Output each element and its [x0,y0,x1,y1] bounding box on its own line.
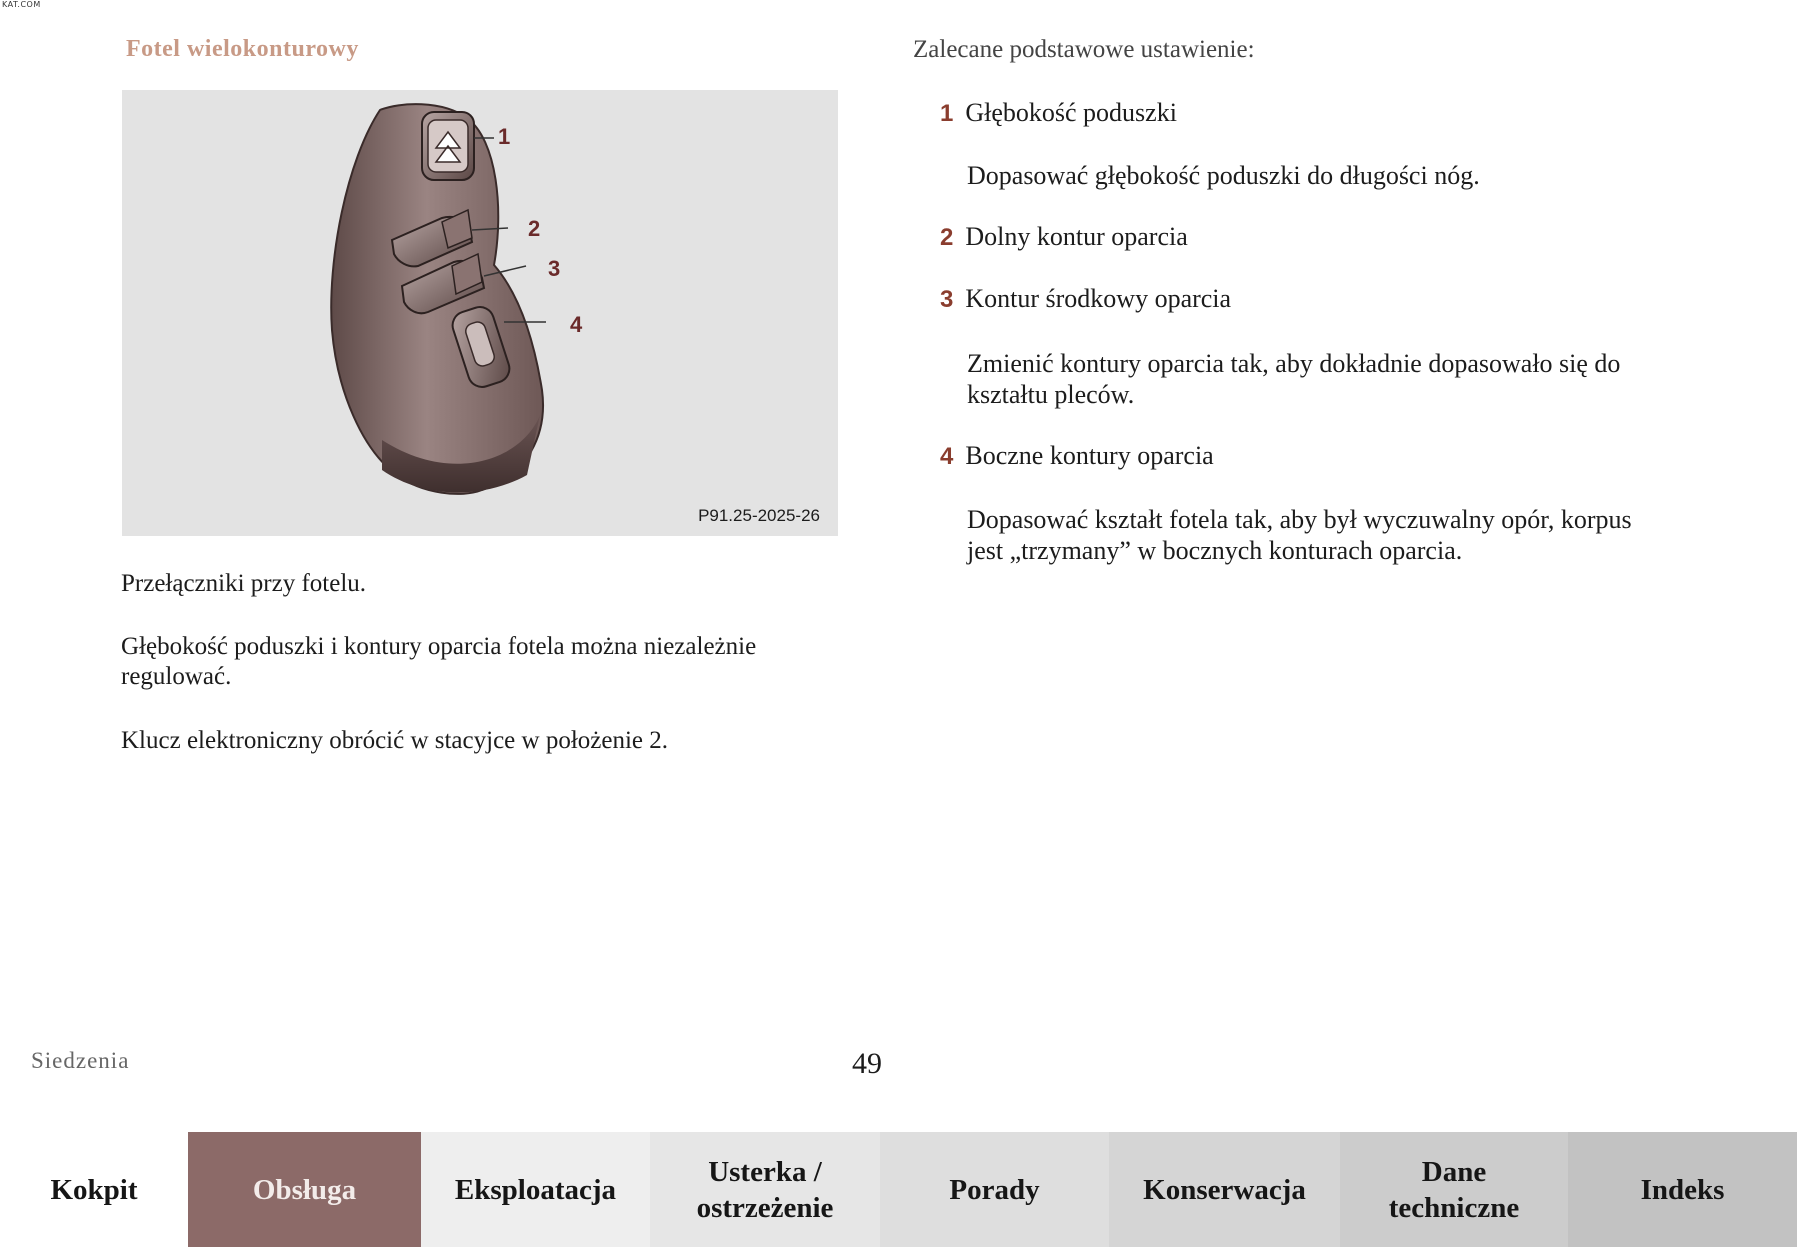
ignition-paragraph: Klucz elektroniczny obrócić w stacyjce w położenie 2. [121,727,668,754]
tab-eksploatacja[interactable]: Eksploatacja [421,1132,650,1247]
chapter-tab-bar [0,1132,1797,1247]
item-number: 2 [940,224,954,251]
callout-4: 4 [570,312,583,337]
tab-konserwacja[interactable]: Konserwacja [1109,1132,1340,1247]
adjust-paragraph: Głębokość poduszki i kontury oparcia fotela można niezależnie regulować. [121,633,757,690]
seat-switch-illustration [122,90,838,536]
tab-porady[interactable]: Porady [880,1132,1109,1247]
item-label: Kontur środkowy oparcia [965,284,1232,313]
item-label: Głębokość poduszki [965,98,1177,127]
tab-kokpit[interactable]: Kokpit [0,1132,188,1247]
tab-dane-techniczne[interactable]: Dane techniczne [1340,1132,1568,1247]
setting-description: Dopasować kształt fotela tak, aby był wyczuwalny opór, korpus jest „trzymany” w bocznych konturach oparcia. [967,505,1632,565]
tab-indeks[interactable]: Indeks [1568,1132,1797,1247]
setting-item [940,98,1177,128]
setting-item [940,284,1231,314]
item-label: Boczne kontury oparcia [965,441,1214,470]
tab-obsluga[interactable]: Obsługa [188,1132,421,1247]
callout-1: 1 [498,124,511,149]
setting-item [940,441,1214,471]
settings-intro: Zalecane podstawowe ustawienie: [913,36,1255,63]
item-number: 3 [940,286,954,313]
page-number: 49 [852,1047,882,1080]
item-label: Dolny kontur oparcia [965,222,1188,251]
figure-code: P91.25-2025-26 [698,506,820,525]
tab-usterka-ostrzezenie[interactable]: Usterka / ostrzeżenie [650,1132,880,1247]
item-number: 1 [940,100,954,127]
setting-description: Zmienić kontury oparcia tak, aby dokładnie dopasowało się do kształtu pleców. [967,349,1621,409]
setting-description: Dopasować głębokość poduszki do długości nóg. [967,161,1480,190]
caption-paragraph: Przełączniki przy fotelu. [121,570,367,597]
footer-section-name: Siedzenia [31,1048,130,1073]
callout-2: 2 [528,216,541,241]
section-heading: Fotel wielokonturowy [126,36,359,62]
seat-switch-figure [122,90,838,536]
item-number: 4 [940,443,954,470]
watermark: KAT.COM [2,0,41,9]
setting-item [940,222,1188,252]
callout-3: 3 [548,256,561,281]
